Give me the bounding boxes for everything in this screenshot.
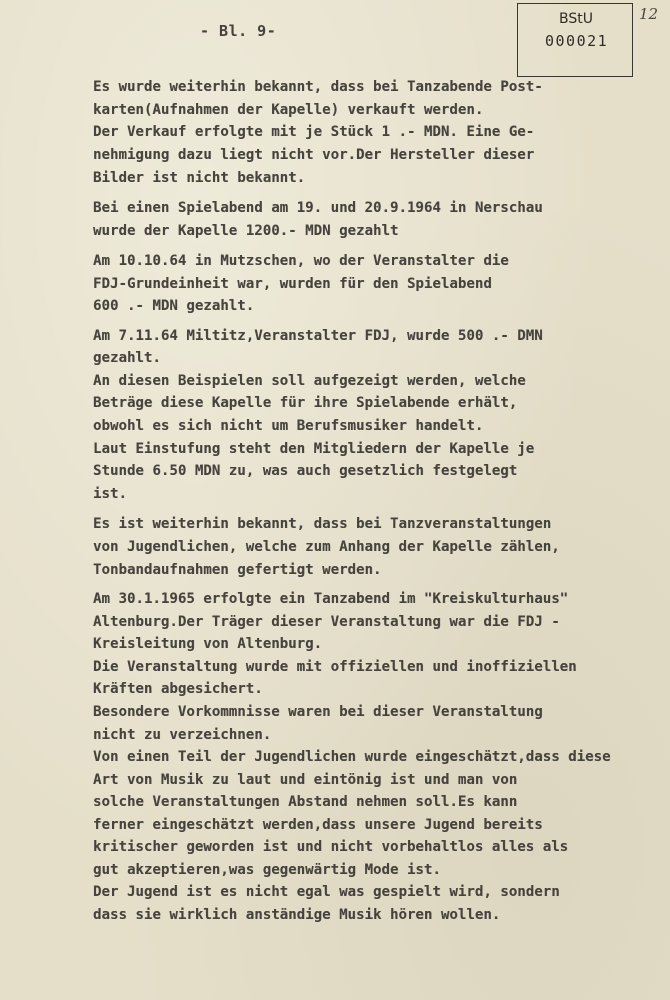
text-line: Die Veranstaltung wurde mit offiziellen und inoffiziellen bbox=[93, 659, 577, 675]
text-line: Tonbandaufnahmen gefertigt werden. bbox=[93, 562, 382, 578]
text-line: Beträge diese Kapelle für ihre Spielabende erhält, bbox=[93, 395, 518, 411]
text-line: Es wurde weiterhin bekannt, dass bei Tanzabende Post- bbox=[93, 79, 543, 95]
text-line: dass sie wirklich anständige Musik hören wollen. bbox=[93, 907, 501, 923]
text-line: Besondere Vorkommnisse waren bei dieser Veranstaltung bbox=[93, 704, 543, 720]
text-line: Kräften abgesichert. bbox=[93, 681, 263, 697]
text-line: Am 10.10.64 in Mutzschen, wo der Veranstalter die bbox=[93, 253, 509, 269]
archive-stamp bbox=[517, 3, 633, 77]
text-line: Es ist weiterhin bekannt, dass bei Tanzveranstaltungen bbox=[93, 516, 552, 532]
text-line: obwohl es sich nicht um Berufsmusiker handelt. bbox=[93, 418, 484, 434]
text-line: ist. bbox=[93, 486, 127, 502]
text-line: 600 .- MDN gezahlt. bbox=[93, 298, 255, 314]
text-line: von Jugendlichen, welche zum Anhang der Kapelle zählen, bbox=[93, 539, 560, 555]
text-line: kritischer geworden ist und nicht vorbehaltlos alles als bbox=[93, 839, 569, 855]
text-line: Am 30.1.1965 erfolgte ein Tanzabend im "Kreiskulturhaus" bbox=[93, 591, 569, 607]
text-line: gut akzeptieren,was gegenwärtig Mode ist. bbox=[93, 862, 441, 878]
text-line: Am 7.11.64 Miltitz,Veranstalter FDJ, wurde 500 .- DMN bbox=[93, 328, 543, 344]
text-line: karten(Aufnahmen der Kapelle) verkauft werden. bbox=[93, 102, 484, 118]
text-line: ferner eingeschätzt werden,dass unsere Jugend bereits bbox=[93, 817, 543, 833]
text-line: nicht zu verzeichnen. bbox=[93, 727, 272, 743]
text-line: Stunde 6.50 MDN zu, was auch gesetzlich festgelegt bbox=[93, 463, 518, 479]
text-line: Altenburg.Der Träger dieser Veranstaltung war die FDJ - bbox=[93, 614, 560, 630]
text-line: wurde der Kapelle 1200.- MDN gezahlt bbox=[93, 223, 399, 239]
text-line: gezahlt. bbox=[93, 350, 161, 366]
text-line: solche Veranstaltungen Abstand nehmen soll.Es kann bbox=[93, 794, 518, 810]
text-line: Bilder ist nicht bekannt. bbox=[93, 170, 306, 186]
folio-number: 12 bbox=[639, 5, 659, 23]
stamp-label: BStU bbox=[559, 11, 593, 27]
text-line: FDJ-Grundeinheit war, wurden für den Spielabend bbox=[93, 276, 492, 292]
text-line: Bei einen Spielabend am 19. und 20.9.1964 in Nerschau bbox=[93, 200, 543, 216]
text-line: Kreisleitung von Altenburg. bbox=[93, 636, 323, 652]
text-line: An diesen Beispielen soll aufgezeigt werden, welche bbox=[93, 373, 526, 389]
stamp-number: 000021 bbox=[545, 32, 609, 50]
page-number-header: - Bl. 9- bbox=[200, 22, 277, 40]
text-line: nehmigung dazu liegt nicht vor.Der Hersteller dieser bbox=[93, 147, 535, 163]
text-line: Art von Musik zu laut und eintönig ist und man von bbox=[93, 772, 518, 788]
text-line: Laut Einstufung steht den Mitgliedern der Kapelle je bbox=[93, 441, 535, 457]
text-line: Der Jugend ist es nicht egal was gespielt wird, sondern bbox=[93, 884, 560, 900]
text-line: Von einen Teil der Jugendlichen wurde eingeschätzt,dass diese bbox=[93, 749, 611, 765]
text-line: Der Verkauf erfolgte mit je Stück 1 .- MDN. Eine Ge- bbox=[93, 124, 535, 140]
